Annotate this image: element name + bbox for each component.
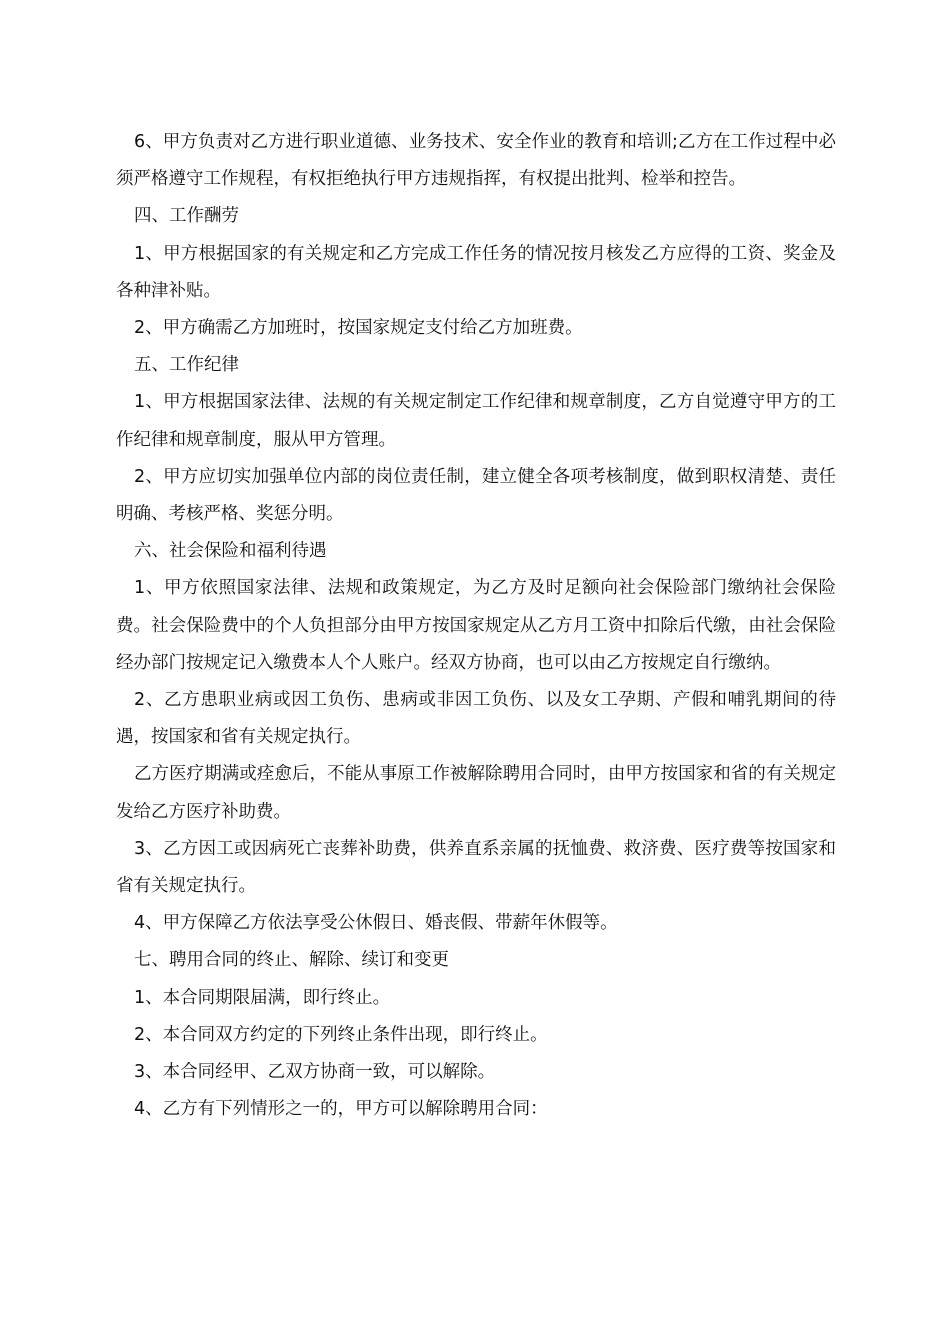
clause-5-2: 2、甲方应切实加强单位内部的岗位责任制，建立健全各项考核制度，做到职权清楚、责任明确、考核严格、奖惩分明。	[116, 466, 836, 525]
section-7-heading: 七、聘用合同的终止、解除、续订和变更	[134, 950, 449, 971]
document-page	[116, 124, 836, 1128]
section-4-heading: 四、工作酬劳	[134, 206, 239, 227]
clause-6-3: 3、乙方因工或因病死亡丧葬补助费，供养直系亲属的抚恤费、救济费、医疗费等按国家和省有关规定执行。	[116, 838, 836, 897]
clause-7-2: 2、本合同双方约定的下列终止条件出现，即行终止。	[134, 1024, 548, 1045]
clause-7-1: 1、本合同期限届满，即行终止。	[134, 987, 391, 1008]
clause-6-4: 4、甲方保障乙方依法享受公休假日、婚丧假、带薪年休假等。	[134, 913, 618, 934]
section-5-heading: 五、工作纪律	[134, 355, 239, 376]
clause-6-2: 2、乙方患职业病或因工负伤、患病或非因工负伤、以及女工孕期、产假和哺乳期间的待遇，按国家和省有关规定执行。	[116, 690, 836, 748]
clause-5-1: 1、甲方根据国家法律、法规的有关规定制定工作纪律和规章制度，乙方自觉遵守甲方的工作纪律和规章制度，服从甲方管理。	[116, 392, 836, 450]
clause-6-training: 6、甲方负责对乙方进行职业道德、业务技术、安全作业的教育和培训;乙方在工作过程中必须严格遵守工作规程，有权拒绝执行甲方违规指挥，有权提出批判、检举和控告。	[116, 132, 836, 190]
clause-6-1: 1、甲方依照国家法律、法规和政策规定，为乙方及时足额向社会保险部门缴纳社会保险费。社会保险费中的个人负担部分由甲方按国家规定从乙方月工资中扣除后代缴，由社会保险经办部门按规定记入缴费本人个人账户。经双方协商，也可以由乙方按规定自行缴纳。	[116, 578, 836, 673]
section-6-heading: 六、社会保险和福利待遇	[134, 541, 327, 562]
clause-7-3: 3、本合同经甲、乙双方协商一致，可以解除。	[134, 1062, 496, 1083]
clause-7-4: 4、乙方有下列情形之一的，甲方可以解除聘用合同：	[134, 1099, 548, 1120]
clause-6-2-cont: 乙方医疗期满或痊愈后，不能从事原工作被解除聘用合同时，由甲方按国家和省的有关规定发给乙方医疗补助费。	[116, 764, 836, 822]
clause-4-1: 1、甲方根据国家的有关规定和乙方完成工作任务的情况按月核发乙方应得的工资、奖金及各种津补贴。	[116, 243, 836, 301]
clause-4-2: 2、甲方确需乙方加班时，按国家规定支付给乙方加班费。	[134, 318, 583, 339]
